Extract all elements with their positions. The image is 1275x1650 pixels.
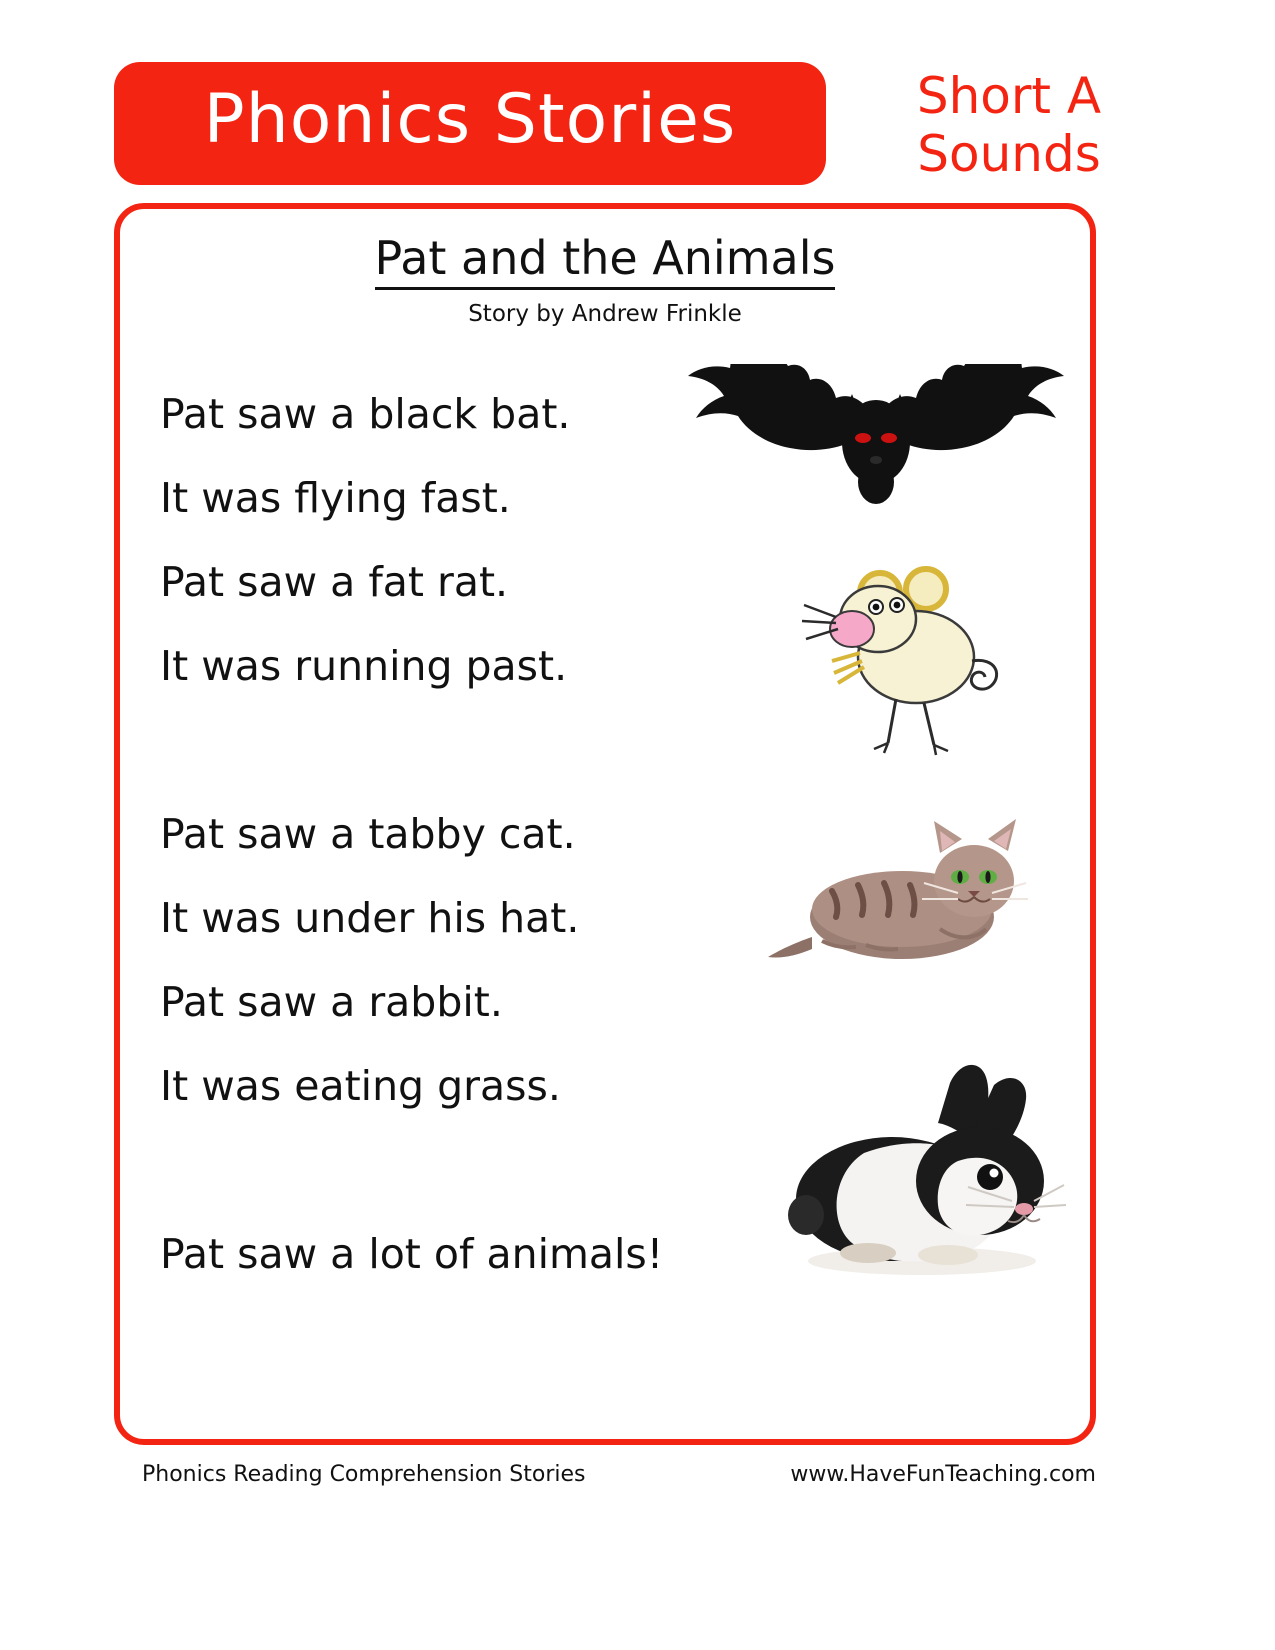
sound-focus-label bbox=[854, 68, 1164, 183]
story-line: It was flying fast. bbox=[160, 474, 511, 522]
footer-series-label: Phonics Reading Comprehension Stories bbox=[142, 1462, 586, 1487]
worksheet-footer bbox=[114, 1462, 1096, 1502]
story-line: Pat saw a rabbit. bbox=[160, 978, 503, 1026]
worksheet-title-banner bbox=[114, 62, 826, 185]
story-byline: Story by Andrew Frinkle bbox=[468, 301, 742, 327]
story-line-spacer bbox=[160, 1150, 700, 1234]
story-line: Pat saw a tabby cat. bbox=[160, 810, 576, 858]
story-line: Pat saw a black bat. bbox=[160, 390, 571, 438]
story-title bbox=[120, 231, 1090, 285]
story-title-text: Pat and the Animals bbox=[375, 231, 836, 290]
footer-website-link[interactable]: www.HaveFunTeaching.com bbox=[790, 1462, 1096, 1487]
bat-illustration bbox=[676, 364, 1076, 534]
rat-illustration bbox=[796, 557, 1026, 767]
story-container bbox=[114, 203, 1096, 1445]
rabbit-illustration bbox=[772, 1049, 1072, 1299]
story-line: It was under his hat. bbox=[160, 894, 580, 942]
page-title: Phonics Stories bbox=[203, 79, 737, 159]
story-text bbox=[160, 390, 700, 1318]
story-line-spacer bbox=[160, 730, 700, 814]
story-line: Pat saw a fat rat. bbox=[160, 558, 509, 606]
story-line: Pat saw a lot of animals! bbox=[160, 1230, 664, 1278]
cat-illustration bbox=[762, 809, 1052, 979]
sound-focus-line1: Short A bbox=[916, 67, 1102, 125]
worksheet-header bbox=[114, 62, 1164, 192]
story-line: It was eating grass. bbox=[160, 1062, 561, 1110]
story-line: It was running past. bbox=[160, 642, 568, 690]
sound-focus-line2: Sounds bbox=[917, 124, 1101, 183]
